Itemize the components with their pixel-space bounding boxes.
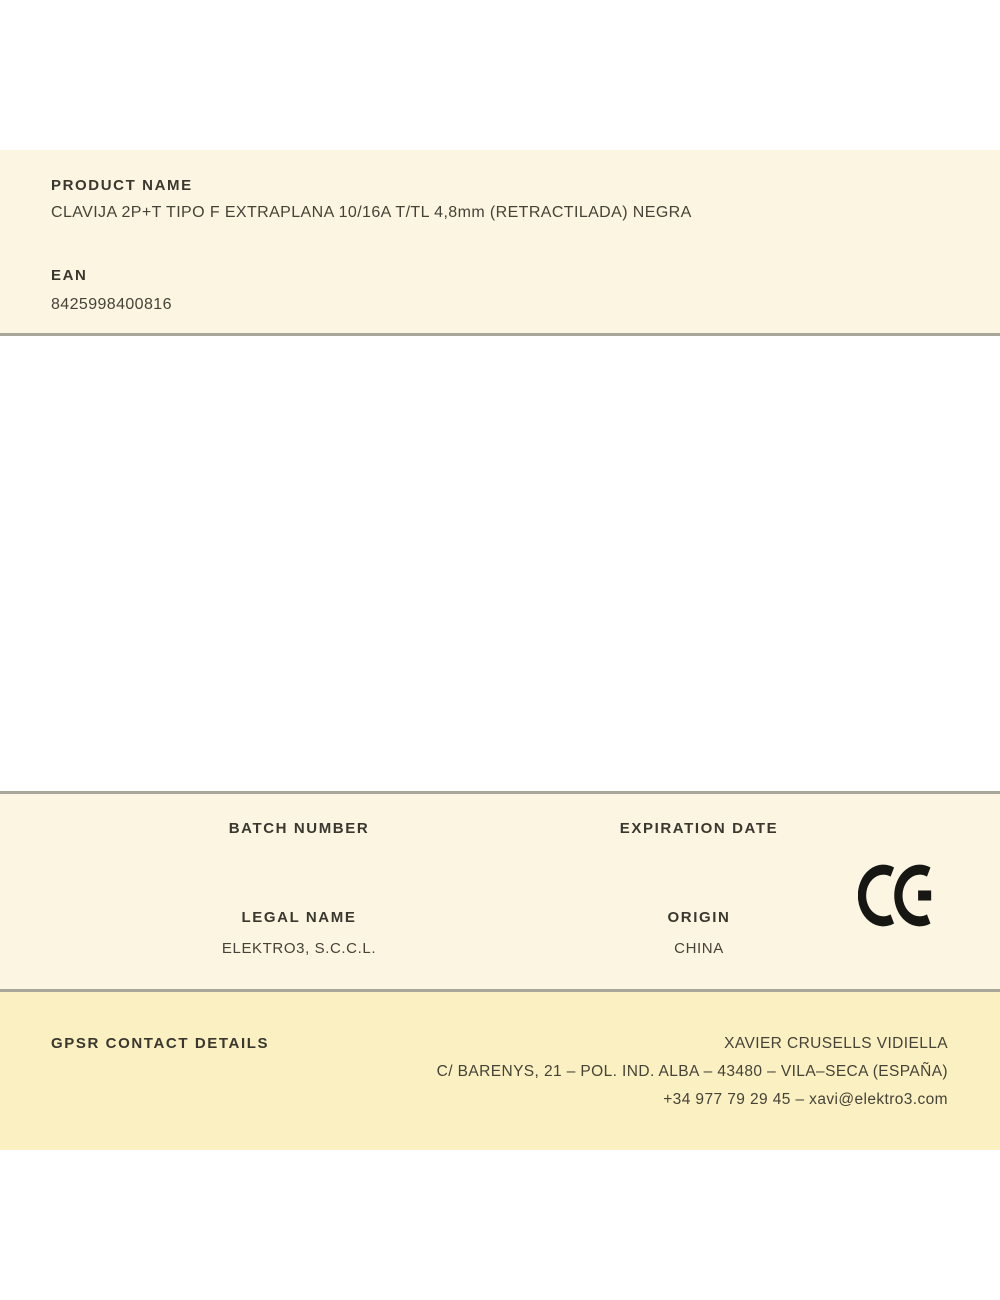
- expiration-origin-column: [499, 794, 899, 957]
- gpsr-section: [0, 992, 1000, 1150]
- ean-label: EAN: [51, 267, 88, 284]
- gpsr-title: GPSR CONTACT DETAILS: [51, 1035, 270, 1052]
- ean-value: 8425998400816: [51, 296, 172, 313]
- gpsr-contact-address: C/ BARENYS, 21 – POL. IND. ALBA – 43480 – VILA–SECA (ESPAÑA): [436, 1063, 948, 1080]
- product-name-label: PRODUCT NAME: [51, 177, 193, 194]
- origin-label: ORIGIN: [667, 909, 731, 926]
- product-section: [0, 150, 1000, 336]
- expiration-date-value: [499, 837, 899, 909]
- gpsr-contact-name: XAVIER CRUSELLS VIDIELLA: [724, 1035, 948, 1052]
- legal-name-value: ELEKTRO3, S.C.C.L.: [221, 940, 377, 957]
- legal-name-label: LEGAL NAME: [241, 909, 357, 926]
- batch-legal-section: [0, 791, 1000, 992]
- ce-mark-icon: [858, 862, 945, 929]
- origin-value: CHINA: [674, 940, 724, 957]
- gpsr-contact-block: [437, 1030, 948, 1114]
- gpsr-row: [51, 1035, 948, 1114]
- batch-number-value: [99, 837, 499, 909]
- expiration-date-label: EXPIRATION DATE: [619, 820, 779, 837]
- gpsr-contact-phone-email: +34 977 79 29 45 – xavi@elektro3.com: [663, 1091, 948, 1108]
- batch-number-label: BATCH NUMBER: [228, 820, 370, 837]
- product-name-value: CLAVIJA 2P+T TIPO F EXTRAPLANA 10/16A T/TL 4,8mm (RETRACTILADA) NEGRA: [51, 204, 692, 221]
- batch-legal-column: [99, 794, 499, 957]
